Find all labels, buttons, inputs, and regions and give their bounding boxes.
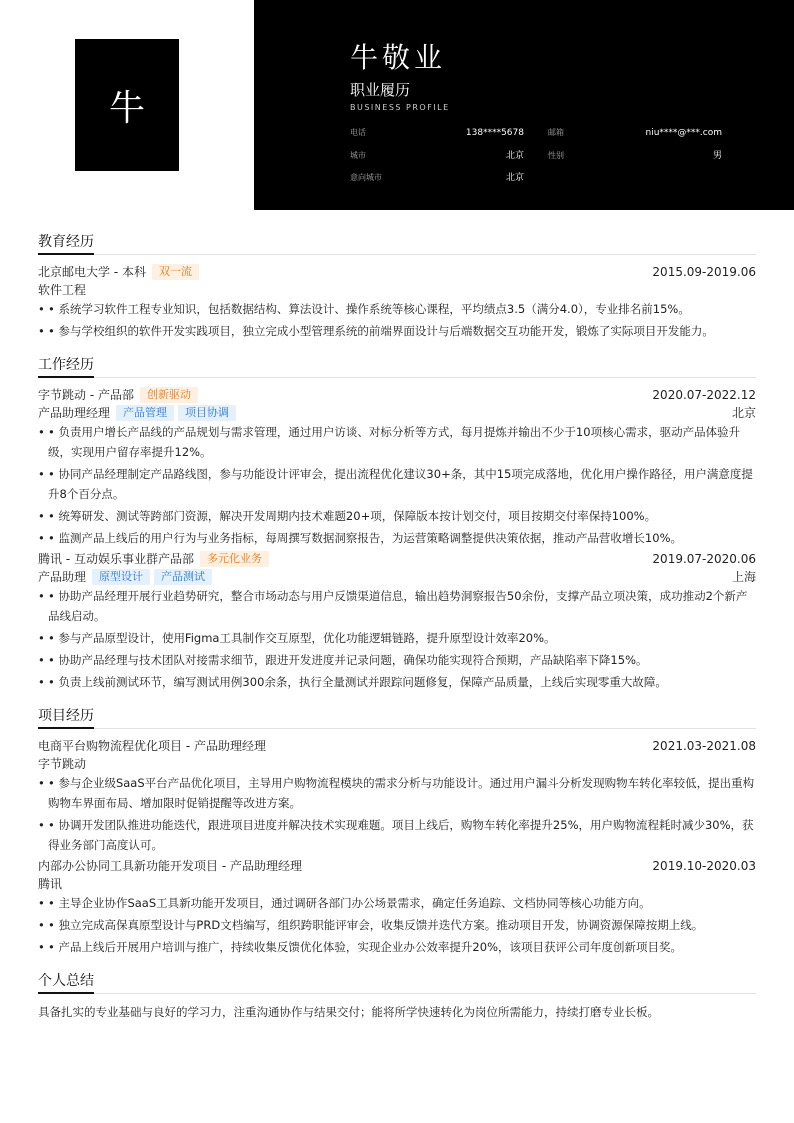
list-item: • • 负责用户增长产品线的产品规划与需求管理，通过用户访谈、对标分析等方式，每月提炼并输出不少于10项核心需求，驱动产品体验升级，实现用户留存率提升12%。 [38, 422, 756, 462]
info-email [548, 127, 722, 138]
phone-label: 电话 [350, 128, 366, 137]
education-major-row [38, 281, 756, 299]
list-item: • • 负责上线前测试环节，编写测试用例300余条，执行全量测试并跟踪问题修复，保障产品质量，上线后实现零重大故障。 [38, 672, 756, 692]
section-title: 教育经历 [38, 232, 756, 255]
info-gender [548, 148, 722, 161]
role-tag: 产品管理 [116, 405, 174, 421]
avatar [75, 39, 179, 171]
target-city-label: 意向城市 [350, 173, 382, 182]
job-entry [38, 386, 756, 548]
role-tag: 原型设计 [92, 569, 150, 585]
work-section [38, 355, 756, 692]
candidate-name: 牛敬业 [350, 41, 447, 74]
project-date: 2019.10-2020.03 [652, 859, 756, 873]
email-label: 邮箱 [548, 128, 564, 137]
projects-section [38, 706, 756, 957]
company-name: 字节跳动 - 产品部 [38, 388, 134, 402]
info-target-city [350, 170, 524, 183]
avatar-char: 牛 [108, 87, 145, 129]
job-entry [38, 550, 756, 692]
education-date: 2015.09-2019.06 [652, 265, 756, 279]
list-item: • • 监测产品上线后的用户行为与业务指标，每周撰写数据洞察报告，为运营策略调整提供决策依据，推动产品营收增长10%。 [38, 528, 756, 548]
section-title: 个人总结 [38, 971, 756, 994]
job-date: 2019.07-2020.06 [652, 552, 756, 566]
list-item: • • 参与产品原型设计，使用Figma工具制作交互原型，优化功能逻辑链路，提升原型设计效率20%。 [38, 628, 756, 648]
project-company: 字节跳动 [38, 757, 87, 771]
major: 软件工程 [38, 283, 87, 297]
resume-body [38, 232, 756, 1036]
target-city-value: 北京 [505, 173, 524, 183]
school-name: 北京邮电大学 - 本科 [38, 265, 146, 279]
project-name: 内部办公协同工具新功能开发项目 - 产品助理经理 [38, 859, 302, 873]
city-value: 北京 [505, 151, 524, 161]
company-tag: 创新驱动 [140, 387, 198, 403]
project-company: 腾讯 [38, 877, 63, 891]
company-tag: 多元化业务 [200, 551, 269, 567]
section-title: 项目经历 [38, 706, 756, 729]
list-item: • • 统筹研发、测试等跨部门资源，解决开发周期内技术难题20+项，保障版本按计划交付，项目按期交付率保持100%。 [38, 506, 756, 526]
phone-value: 138****5678 [465, 128, 524, 138]
gender-label: 性别 [548, 151, 564, 160]
list-item: • • 参与企业级SaaS平台产品优化项目，主导用户购物流程模块的需求分析与功能设计。通过用户漏斗分析发现购物车转化率较低，提出重构购物车界面布局、增加限时促销提醒等改进方案。 [38, 773, 756, 813]
resume-header [0, 0, 794, 210]
role-tag: 项目协调 [178, 405, 236, 421]
company-name: 腾讯 - 互动娱乐事业群产品部 [38, 552, 194, 566]
project-entry [38, 737, 756, 855]
list-item: • • 产品上线后开展用户培训与推广，持续收集反馈优化体验，实现企业办公效率提升20%，该项目获评公司年度创新项目奖。 [38, 937, 756, 957]
list-item: • • 独立完成高保真原型设计与PRD文档编写，组织跨职能评审会，收集反馈并迭代方案。推动项目开发，协调资源保障按期上线。 [38, 915, 756, 935]
email-value: niu****@***.com [645, 128, 722, 138]
school-tag: 双一流 [152, 264, 199, 280]
education-section [38, 232, 756, 341]
city-label: 城市 [350, 151, 366, 160]
project-name: 电商平台购物流程优化项目 - 产品助理经理 [38, 739, 266, 753]
list-item: • • 协助产品经理与技术团队对接需求细节，跟进开发进度并记录问题，确保功能实现符合预期，产品缺陷率下降15%。 [38, 650, 756, 670]
job-date: 2020.07-2022.12 [652, 388, 756, 402]
profile-panel [254, 0, 794, 210]
role-tag: 产品测试 [154, 569, 212, 585]
project-entry [38, 857, 756, 957]
list-item: • • 协助产品经理开展行业趋势研究，整合市场动态与用户反馈渠道信息，输出趋势洞察报告50余份，支撑产品立项决策，成功推动2个新产品线启动。 [38, 586, 756, 626]
job-city: 上海 [731, 570, 756, 584]
list-item: • • 协调开发团队推进功能迭代，跟进项目进度并解决技术实现难题。项目上线后，购物车转化率提升25%，用户购物流程耗时减少30%，获得业务部门高度认可。 [38, 815, 756, 855]
job-role: 产品助理经理 [38, 406, 111, 420]
info-phone [350, 127, 524, 138]
section-title: 工作经历 [38, 355, 756, 378]
project-date: 2021.03-2021.08 [652, 739, 756, 753]
resume-en-subtitle: BUSINESS PROFILE [350, 103, 450, 112]
summary-text: 具备扎实的专业基础与良好的学习力，注重沟通协作与结果交付；能将所学快速转化为岗位所需能力，持续打磨专业长板。 [38, 1005, 659, 1019]
job-city: 北京 [731, 406, 756, 420]
job-role: 产品助理 [38, 570, 87, 584]
list-item: • • 参与学校组织的软件开发实践项目，独立完成小型管理系统的前端界面设计与后端数据交互功能开发，锻炼了实际项目开发能力。 [38, 321, 756, 341]
education-bullets [38, 299, 756, 341]
gender-value: 男 [712, 151, 722, 161]
list-item: • • 协同产品经理制定产品路线图，参与功能设计评审会，提出流程优化建议30+条，其中15项完成落地，优化用户操作路径，用户满意度提升8个百分点。 [38, 464, 756, 504]
resume-subtitle: 职业履历 [350, 81, 411, 99]
education-header-row [38, 263, 756, 281]
info-city [350, 148, 524, 161]
list-item: • • 主导企业协作SaaS工具新功能开发项目，通过调研各部门办公场景需求，确定任务追踪、文档协同等核心功能方向。 [38, 893, 756, 913]
summary-section [38, 971, 756, 1022]
list-item: • • 系统学习软件工程专业知识，包括数据结构、算法设计、操作系统等核心课程，平均绩点3.5（满分4.0），专业排名前15%。 [38, 299, 756, 319]
